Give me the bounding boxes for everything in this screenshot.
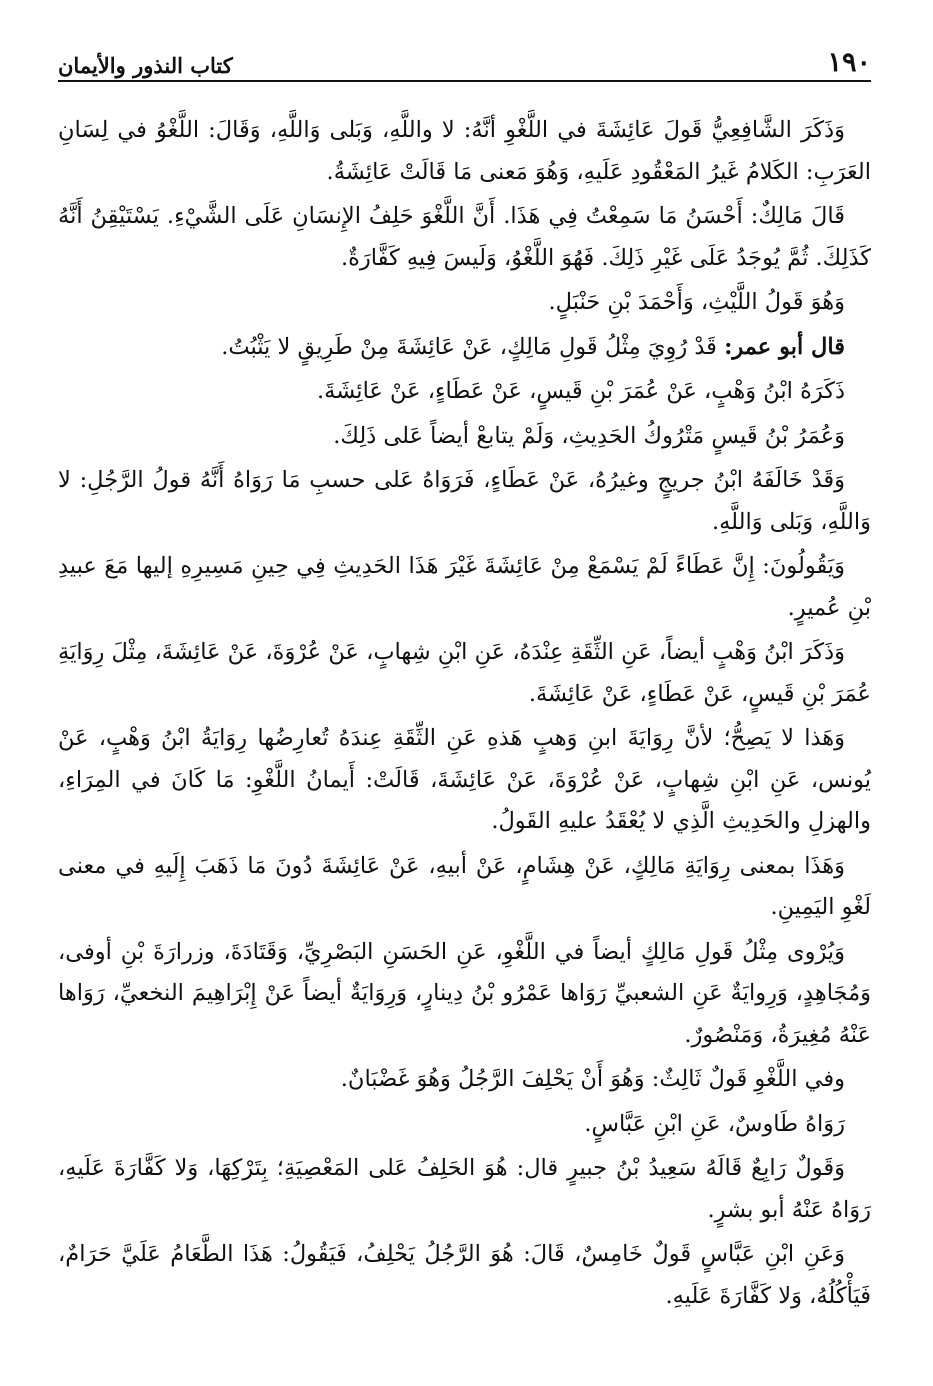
- paragraph: وَعَنِ ابْنِ عَبَّاسٍ قَولٌ خَامِسٌ، قَالَ: هُوَ الرَّجُلُ يَحْلِفُ، فَيَقُولُ: هَذَا الطَّعَامُ عَلَيَّ حَرَامٌ، فَيَأْكُلُهُ، وَلا كَفَّارَةَ عَلَيهِ.: [58, 1241, 871, 1309]
- paragraph: وَذَكَرَ الشَّافِعِيُّ قَولَ عَائِشَةَ في اللَّغْوِ أنَّهُ: لا واللَّهِ، وَبَلى وَاللَّهِ، وَقَالَ: اللَّغْوُ في لِسَانِ العَرَبِ: الكَلامُ غَيرُ المَعْقُودِ عَلَيهِ، وَهُوَ مَعنى مَا قَالَتْ عَائِشَةُ.: [58, 117, 871, 185]
- paragraph: وَذَكَرَ ابْنُ وَهْبٍ أيضاً، عَنِ الثِّقَةِ عِنْدَهُ، عَنِ ابْنِ شِهابٍ، عَنْ عُرْوَةَ، عَنْ عَائِشَةَ، مِثْلَ رِوَايَةِ عُمَرَ بْنِ قَيسٍ، عَنْ عَطَاءٍ، عَنْ عَائِشَةَ.: [58, 639, 871, 707]
- page-body: [58, 110, 871, 1320]
- header-rule: [58, 80, 871, 82]
- paragraph: ذَكَرَهُ ابْنُ وَهْبٍ، عَنْ عُمَرَ بْنِ قَيسٍ، عَنْ عَطَاءٍ، عَنْ عَائِشَةَ.: [317, 378, 845, 404]
- paragraph: وَهَذا لا يَصِحُّ؛ لأنَّ رِوَايَةَ ابنِ وَهبٍ هَذهِ عَنِ الثِّقَةِ عِندَهُ تُعارِضُها رِوَايَةُ ابْنُ وَهْبٍ، عَنْ يُونس، عَنِ ابْنِ شِهابٍ، عَنْ عُرْوَةَ، عَنْ عَائِشَةَ، قَالَتْ: أَيمانُ اللَّغْوِ: مَا كَانَ في المِرَاءِ، والهزلِ والحَدِيثِ الَّذِي لا يُعْقَدُ عليهِ القَولُ.: [58, 725, 871, 834]
- paragraph: قال أبو عمر: قَدْ رُوِيَ مِثْلُ قَولِ مَالِكٍ، عَنْ عَائِشَةَ مِنْ طَرِيقٍ لا يَثْبُتُ.: [221, 333, 845, 360]
- running-header: [58, 36, 871, 76]
- speaker-lead: قال أبو عمر:: [724, 333, 845, 360]
- paragraph: وَيَقُولُونَ: إِنَّ عَطَاءً لَمْ يَسْمَعْ مِنْ عَائِشَةَ غَيْرَ هَذَا الحَدِيثِ فِي حِينِ مَسِيرِهِ إليها مَعَ عبيدِ بْنِ عُميرٍ.: [58, 553, 871, 621]
- paragraph: وَقَدْ خَالَفَهُ ابْنُ جريجٍ وغيرُهُ، عَنْ عَطَاءٍ، فَرَوَاهُ عَلى حسبِ مَا رَوَاهُ أَنَّهُ قولُ الرَّجُلِ: لا وَاللَّهِ، وَبَلى وَاللَّهِ.: [58, 467, 871, 535]
- paragraph: وَقَولٌ رَابِعٌ قَالَهُ سَعِيدُ بْنُ جبيرٍ قال: هُوَ الحَلِفُ عَلى المَعْصِيَةِ؛ بِتَرْكِهَا، وَلا كَفَّارَةَ عَلَيهِ، رَوَاهُ عَنْهُ أبو بشرٍ.: [58, 1155, 871, 1223]
- paragraph: قَالَ مَالِكٌ: أَحْسَنُ مَا سَمِعْتُ فِي هَذَا. أَنَّ اللَّغْوَ حَلِفُ الإِنسَانِ عَلَى الشَّيْءِ. يَسْتَيْقِنُ أَنَّهُ كَذَلِكَ. ثُمَّ يُوجَدُ عَلَى غَيْرِ ذَلِكَ. فَهُوَ اللَّغْوُ، وَلَيسَ فِيهِ كَفَّارَةٌ.: [58, 203, 871, 271]
- paragraph: وَهَذَا بمعنى رِوَايَةِ مَالِكٍ، عَنْ هِشَامٍ، عَنْ أبيهِ، عَنْ عَائِشَةَ دُونَ مَا ذَهَبَ إِلَيهِ في معنى لَغْوِ اليَمِينِ.: [58, 852, 871, 920]
- paragraph: رَوَاهُ طَاوسٌ، عَنِ ابْنِ عَبَّاسٍ.: [584, 1110, 845, 1137]
- book-title: كتاب النذور والأيمان: [58, 53, 233, 78]
- paragraph: وَعُمَرُ بْنُ قَيسٍ مَتْرُوكُ الحَدِيثِ، وَلَمْ يتابعْ أيضاً عَلى ذَلِكَ.: [333, 422, 845, 449]
- page-number: ١٩٠: [827, 47, 871, 78]
- paragraph: وَيُرْوى مِثْلُ قَولِ مَالِكٍ أيضاً في اللَّغْوِ، عَنِ الحَسَنِ البَصْرِيِّ، وَقَتَادَةَ، وزرارَةَ بْنِ أوفى، وَمُجَاهِدٍ، وَرِوايَةٌ عَنِ الشعبيِّ رَوَاها عَمْرُو بْنُ دِينارٍ، وَرِوَايَةٌ أيضاً عَنْ إِبْرَاهِيمَ النخعيِّ، رَوَاها عَنْهُ مُغِيرَةُ، وَمَنْصُورٌ.: [58, 938, 871, 1048]
- paragraph: وَهُوَ قَولُ اللَّيْثِ، وَأَحْمَدَ بْنِ حَنْبَلٍ.: [548, 289, 845, 315]
- paragraph: وفي اللَّغْوِ قَولٌ ثَالِثٌ: وَهُوَ أَنْ يَحْلِفَ الرَّجُلُ وَهُوَ غَضْبَانٌ.: [340, 1066, 845, 1092]
